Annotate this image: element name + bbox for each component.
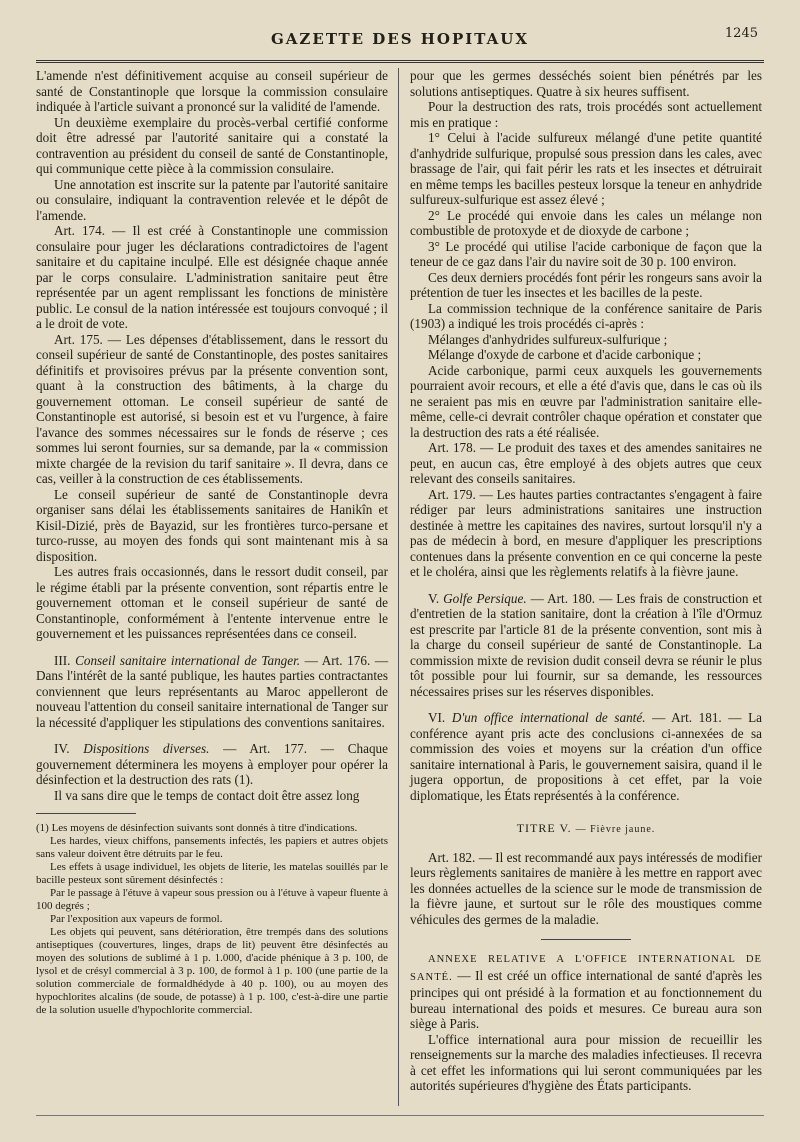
- section-title: Golfe Persique.: [443, 590, 527, 606]
- titre-number: TITRE V.: [516, 821, 572, 835]
- footnote-rule: [36, 813, 136, 814]
- article-175: Art. 175. — Les dépenses d'établissement, dans le ressort du conseil supérieur de santé de Constantinople, des postes sanitaires définitifs et provisoires prévus par la présente convention sont, quant à la construction des bâtiments, à la charge du gouvernement ottoman. Le conseil supérieur de santé de Constantinople est autorisé, si besoin est et vu l'urgence, à faire l'avance des sommes nécessaires sur le fonds de réserve ; ces sommes lui seront fournies, sur sa demande, par la « commission mixte chargée de la revision du tarif sanitaire ». Il devra, dans ce cas, veiller à la construction de ces établissements.: [36, 331, 388, 486]
- paragraph: L'amende n'est définitivement acquise au conseil supérieur de santé de Constantinople que lorsque la commission consulaire indiquée à l'article suivant a prononcé sur la validité de l'amende.: [36, 68, 388, 114]
- section-number: VI.: [428, 710, 446, 725]
- paragraph: pour que les germes desséchés soient bien pénétrés par les solutions antiseptiques. Quatre à six heures suffisent.: [410, 68, 762, 99]
- footnote: Les hardes, vieux chiffons, pansements infectés, les papiers et autres objets sans valeur doivent être détruits par le feu.: [36, 835, 388, 860]
- paragraph: Les autres frais occasionnés, dans le ressort dudit conseil, par le régime établi par la présente convention, sont répartis entre le gouvernement ottoman et le conseil supérieur de santé de Constantinople, conformément à l'entente intervenue entre le gouvernement et les puissances représentées dans ce conseil.: [36, 564, 388, 641]
- section-office-international: [410, 710, 762, 803]
- footnote: (1) Les moyens de désinfection suivants sont donnés à titre d'indications.: [36, 822, 358, 834]
- section-text: — Art. 177. — Chaque gouvernement déterminera les moyens à employer pour opérer la désinfection et la destruction des rats (1).: [36, 741, 388, 787]
- section-tanger: [36, 653, 388, 731]
- section-dispositions: [36, 741, 388, 788]
- section-title: Conseil sanitaire international de Tanger.: [75, 652, 301, 668]
- paragraph: La commission technique de la conférence sanitaire de Paris (1903) a indiqué les trois procédés ci-après :: [410, 300, 762, 331]
- section-text: — Art. 181. — La conférence ayant pris acte des conclusions ci-annexées de sa commission des voies et moyens sur la création d'un office sanitaire international à Paris, le gouvernement saisira, quand il le jugera opportun, de propositions à cet effet, par la voie diplomatique, les États représentés à la conférence.: [410, 710, 763, 803]
- column-divider: [398, 68, 399, 1106]
- titre-heading: [410, 821, 762, 838]
- left-column: [36, 68, 388, 1017]
- section-text: — Art. 180. — Les frais de construction et d'entretien de la station sanitaire, dont la création à l'île d'Ormuz est prescrite par l'article 81 de la présente convention, sont mis à la charge du conseil supérieur de santé de Constantinople. La commission mixte de revision dudit conseil devra se réunir le plus tôt possible pour lui fournir, sur sa demande, les ressources nécessaires prises sur les réserves disponibles.: [410, 590, 762, 699]
- section-rule: [541, 939, 631, 940]
- paragraph: L'office international aura pour mission de recueillir les renseignements sur la marche des maladies infectieuses. Il recevra à cet effet les informations qui lui seront communiquées par les autorités supérieures d'hygiène des États participants.: [410, 1031, 762, 1093]
- right-column: [410, 68, 762, 1094]
- paragraph: Ces deux derniers procédés font périr les rongeurs sans avoir la prétention de tuer les insectes et les bacilles de la peste.: [410, 269, 762, 300]
- section-golfe-persique: [410, 591, 762, 700]
- section-number: III.: [54, 652, 71, 668]
- list-item: 2° Le procédé qui envoie dans les cales un mélange non combustible de protoxyde et de dioxyde de carbone ;: [410, 207, 762, 238]
- list-item: 1° Celui à l'acide sulfureux mélangé d'une petite quantité d'anhydride sulfurique, propulsé sous pression dans les cales, avec brassage de l'air, qui fait périr les rats et les insectes et détruirait en même temps les bacilles pesteux lorsque la teneur en anhydride sulfureux-sulfurique est assez élevé ;: [410, 130, 762, 207]
- section-number: V.: [428, 590, 440, 606]
- list-item: Mélange d'oxyde de carbone et d'acide carbonique ;: [428, 347, 702, 362]
- paragraph: Pour la destruction des rats, trois procédés sont actuellement mis en pratique :: [410, 99, 762, 130]
- annexe-heading: ANNEXE RELATIVE A L'OFFICE INTERNATIONAL DE SANTÉ.: [410, 954, 762, 983]
- section-title: Dispositions diverses.: [83, 741, 210, 756]
- article-182: Art. 182. — Il est recommandé aux pays intéressés de modifier leurs règlements sanitaires de manière à les mettre en rapport avec les données actuelles de la science sur le mode de transmission de la fièvre jaune, et surtout sur le rôle des moustiques comme véhicules des germes de la maladie.: [410, 849, 762, 927]
- section-title: D'un office international de santé.: [451, 710, 646, 725]
- list-item: Mélanges d'anhydrides sulfureux-sulfurique ;: [428, 331, 668, 347]
- footnotes: [36, 822, 388, 1017]
- article-178: Art. 178. — Le produit des taxes et des amendes sanitaires ne peut, en aucun cas, être employé à des objets autres que ceux relevant des conseils sanitaires.: [410, 440, 762, 486]
- publication-title: GAZETTE DES HOPITAUX: [270, 30, 529, 48]
- annexe-text: — Il est créé un office international de santé d'après les principes qui ont présidé à la formation et au fonctionnement du bureau international des poids et mesures. Ce bureau aura son siège à Paris.: [410, 967, 762, 1031]
- paragraph: Une annotation est inscrite sur la patente par l'autorité sanitaire ou consulaire, indiquant la contravention relevée et le dépôt de l'amende.: [36, 176, 388, 223]
- bottom-rule: [36, 1115, 764, 1116]
- footnote: Les objets qui peuvent, sans détérioration, être trempés dans des solutions antiseptiques (couvertures, linges, draps de lit) peuvent être désinfectés au moyen des solutions de sublimé à 1 p. 1.000, d'acide phénique à 3 p. 100, de lysol et de crésyl commercial à 3 p. 100, de formol à 1 p. 100 (une partie de la solution commerciale de formaldhédyde à 40 p. 100), ou au moyen des hypochlorites alcalins (de soude, de potasse) à 1 p. 100, c'est-à-dire une partie de la solution usuelle d'hypochlorite commercial.: [36, 926, 388, 1016]
- list-item: Acide carbonique, parmi ceux auxquels les gouvernements pourraient avoir recours, et elle a été d'avis que, dans le cas où ils ne seraient pas mis en œuvre par l'administration sanitaire elle-même, celle-ci devrait contrôler chaque opération et constater que la destruction des rats a été réalisée.: [410, 362, 762, 440]
- page-header: [36, 22, 764, 56]
- article-179: Art. 179. — Les hautes parties contractantes s'engagent à faire rédiger par leurs administrations sanitaires une instruction destinée à mettre les capitaines des navires, surtout lorsqu'il n'y a pas de médecin à bord, en mesure d'appliquer les prescriptions contenues dans la présente convention en ce qui concerne la peste et le choléra, ainsi que les règlements relatifs à la fièvre jaune.: [410, 486, 762, 579]
- paragraph: Un deuxième exemplaire du procès-verbal certifié conforme doit être adressé par l'autorité sanitaire qui a constaté la contravention au président du conseil de santé de Constantinople, qui communique cette pièce à la commission consulaire.: [36, 114, 388, 176]
- header-rule: [36, 60, 764, 63]
- section-text: — Art. 176. — Dans l'intérêt de la santé publique, les hautes parties contractantes conviennent que leurs représentants au Maroc appelleront de nouveau l'attention du conseil sanitaire international de Tanger sur la nécessité d'appliquer les stipulations des conventions sanitaires.: [36, 652, 389, 730]
- section-number: IV.: [54, 741, 70, 756]
- page-number: 1245: [724, 26, 758, 41]
- paragraph: Il va sans dire que le temps de contact doit être assez long: [54, 787, 360, 803]
- annexe-paragraph: [410, 950, 762, 1032]
- titre-subtitle: — Fièvre jaune.: [575, 824, 656, 835]
- footnote: Les effets à usage individuel, les objets de literie, les matelas souillés par le bacille pesteux sont sûrement désinfectés :: [36, 861, 388, 886]
- paragraph: Le conseil supérieur de santé de Constantinople devra organiser sans délai les établissements sanitaires de Hanikîn et Kisil-Dizié, près de Bayazid, sur les frontières turco-persane et turco-russe, au moyen des fonds qui sont maintenant mis à sa disposition.: [36, 486, 388, 564]
- article-174: Art. 174. — Il est créé à Constantinople une commission consulaire pour juger les déclarations contradictoires de l'agent sanitaire et du capitaine inculpé. Elle est désignée chaque année par le corps consulaire. L'administration sanitaire peut être représentée par un agent remplissant les fonctions de ministère public. Le consul de la nation intéressée est toujours convoqué ; il a le droit de vote.: [36, 223, 388, 331]
- footnote: Par l'exposition aux vapeurs de formol.: [50, 913, 223, 925]
- list-item: 3° Le procédé qui utilise l'acide carbonique de façon que la teneur de ce gaz dans l'air du navire soit de 30 p. 100 environ.: [410, 238, 762, 269]
- footnote: Par le passage à l'étuve à vapeur sous pression ou à l'étuve à vapeur fluente à 100 degrés ;: [36, 887, 388, 912]
